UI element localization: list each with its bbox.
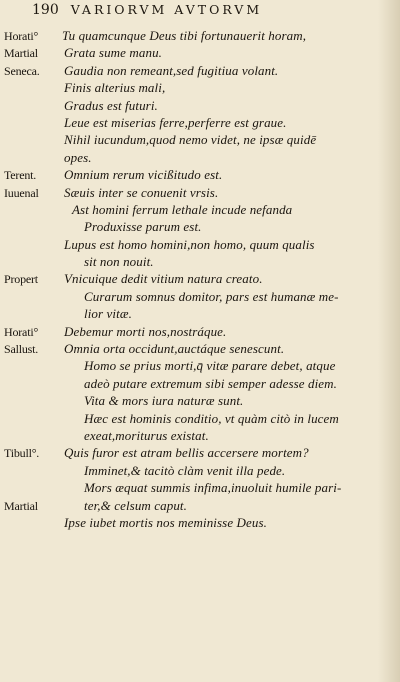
author-attribution: Horati° xyxy=(4,29,39,43)
author-attribution: Tibull°. xyxy=(4,446,40,461)
quote-line xyxy=(0,515,380,532)
quote-line xyxy=(0,358,380,375)
quote-line xyxy=(0,80,380,97)
quote-line xyxy=(0,341,380,358)
quote-line xyxy=(0,254,380,271)
quote-text: Quis furor est atram bellis accersere mortem? xyxy=(64,445,309,461)
quote-line xyxy=(0,376,380,393)
quote-line xyxy=(0,411,380,428)
quote-line xyxy=(0,463,380,480)
quote-text: Leue est miserias ferre,perferre est graue. xyxy=(64,114,287,130)
quote-text: adeò putare extremum sibi semper adesse diem. xyxy=(84,375,338,391)
author-attribution: Iuuenal xyxy=(4,185,39,200)
quote-line xyxy=(0,150,380,167)
quote-text: Sæuis inter se conuenit vrsis. xyxy=(64,184,219,200)
author-attribution: Martial xyxy=(4,46,38,61)
quote-text: Produxisse parum est. xyxy=(84,219,202,235)
page-header xyxy=(32,2,370,24)
quote-text: Omnia orta occidunt,auctáque senescunt. xyxy=(64,341,285,357)
quote-line xyxy=(0,185,380,202)
page-edge-shadow xyxy=(378,0,400,682)
quote-text: Gradus est futuri. xyxy=(64,97,158,113)
quote-line xyxy=(0,115,380,132)
quote-text: Debemur morti nos,nostráque. xyxy=(64,323,227,339)
author-attribution: Propert xyxy=(4,272,38,287)
quote-text: Tu quamcunque Deus tibi fortunauerit horam, xyxy=(62,28,307,43)
quote-line xyxy=(0,480,380,497)
quote-line xyxy=(0,63,380,80)
quote-line xyxy=(0,237,380,254)
author-attribution: Martial xyxy=(4,498,38,513)
quote-text: lior vitæ. xyxy=(84,306,132,322)
quote-line xyxy=(0,271,380,288)
quote-text: Ast homini ferrum lethale incude nefanda xyxy=(72,201,293,217)
quote-line xyxy=(0,393,380,410)
quote-text: Nihil iucundum,quod nemo videt, ne ipsæ quidē xyxy=(64,132,317,148)
quote-line xyxy=(0,98,380,115)
quote-text: Finis alterius mali, xyxy=(64,80,166,96)
quote-text: Ipse iubet mortis nos meminisse Deus. xyxy=(64,514,268,530)
quote-line xyxy=(0,289,380,306)
author-attribution: Terent. xyxy=(4,168,37,183)
quote-text: Hæc est hominis conditio, vt quàm citò in lucem xyxy=(84,410,339,426)
quote-text: Vita & mors iura naturæ sunt. xyxy=(84,393,244,409)
quote-text: ter,& celsum caput. xyxy=(84,497,187,513)
quote-text: exeat,moriturus existat. xyxy=(84,427,209,443)
quote-text: Imminet,& tacitò clàm venit illa pede. xyxy=(84,462,286,478)
quote-text: sit non nouit. xyxy=(84,254,154,270)
author-attribution: Seneca. xyxy=(4,63,40,78)
quote-line xyxy=(0,498,380,515)
quote-text: Omnium rerum vicißitudo est. xyxy=(64,167,223,183)
quote-text: Curarum somnus domitor, pars est humanæ me- xyxy=(84,288,339,304)
quote-text: Gaudia non remeant,sed fugitiua volant. xyxy=(64,62,279,78)
running-head: VARIORVM AVTORVM xyxy=(70,2,263,17)
quote-line xyxy=(0,28,380,45)
quote-line xyxy=(0,306,380,323)
quote-text: Homo se prius morti,q̄ vitæ parare debet, atque xyxy=(84,358,336,374)
quotation-list xyxy=(0,28,380,642)
quote-text: opes. xyxy=(64,149,92,165)
quote-line xyxy=(0,202,380,219)
quote-text: Lupus est homo homini,non homo, quum qualis xyxy=(64,236,315,252)
quote-line xyxy=(0,324,380,341)
quote-line xyxy=(0,45,380,62)
quote-line xyxy=(0,445,380,462)
quote-line xyxy=(0,167,380,184)
quote-line xyxy=(0,132,380,149)
author-attribution: Horati° xyxy=(4,324,39,339)
quote-line xyxy=(0,219,380,236)
quote-line xyxy=(0,428,380,445)
quote-text: Grata sume manu. xyxy=(64,45,163,61)
quote-text: Mors æquat summis infima,inuoluit humile pari- xyxy=(84,480,342,496)
page-number: 190 xyxy=(32,2,59,18)
quote-text: Vnicuique dedit vitium natura creato. xyxy=(64,271,263,287)
author-attribution: Sallust. xyxy=(4,342,39,357)
